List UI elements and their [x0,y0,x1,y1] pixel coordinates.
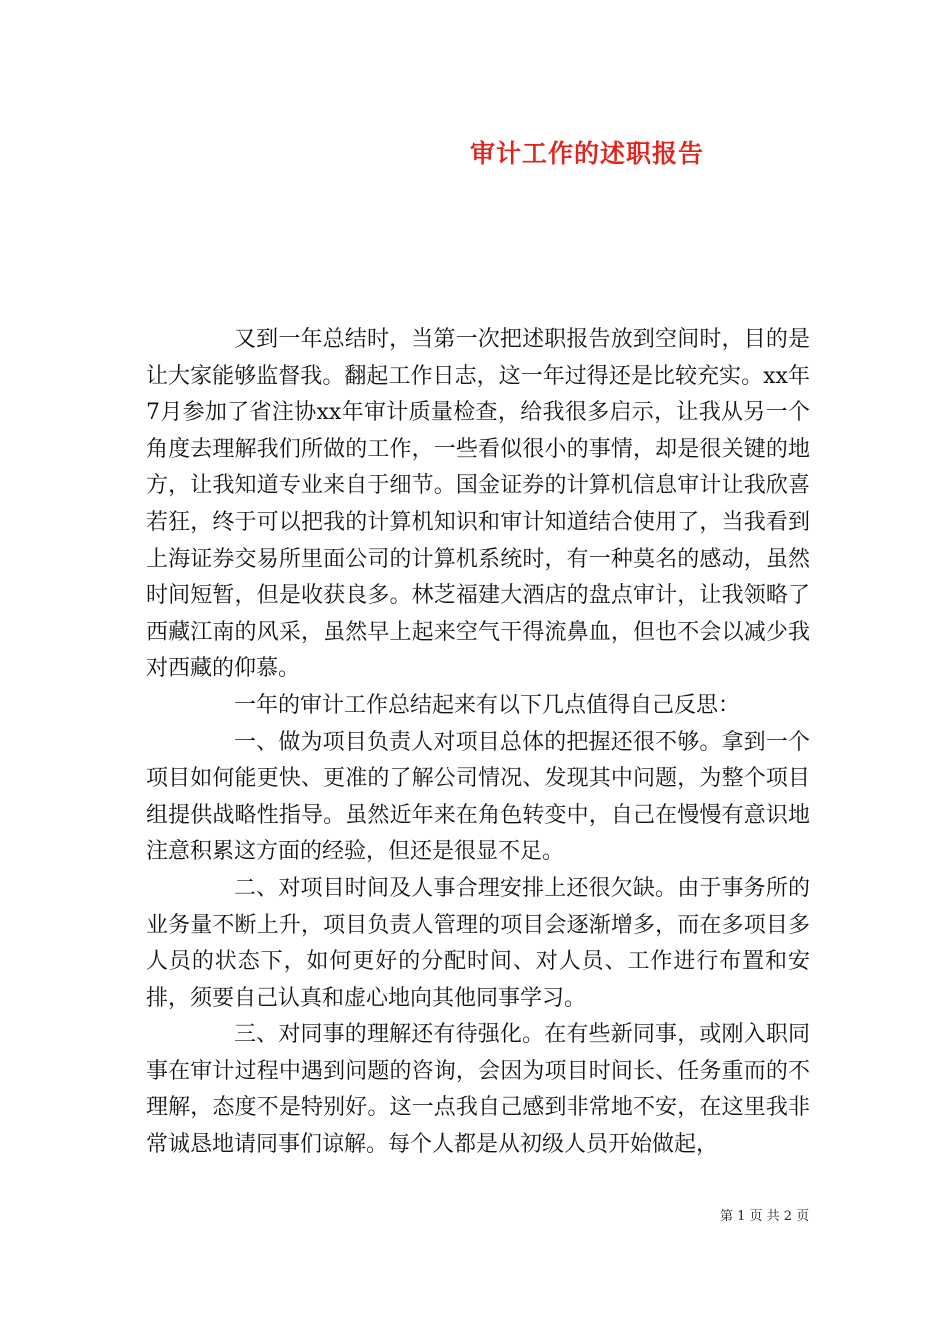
paragraph-point-one: 一、做为项目负责人对项目总体的把握还很不够。拿到一个项目如何能更快、更准的了解公司情况、发现其中问题，为整个项目组提供战略性指导。虽然近年来在角色转变中，自己在慢慢有意识地注意积累这方面的经验，但还是很显不足。 [146,729,810,865]
page-number-footer: 第 1 页 共 2 页 [720,1209,810,1224]
paragraph-reflection-lead: 一年的审计工作总结起来有以下几点值得自己反思： [234,692,741,718]
document-body [146,322,810,1164]
paragraph-point-two: 二、对项目时间及人事合理安排上还很欠缺。由于事务所的业务量不断上升，项目负责人管理的项目会逐渐增多，而在多项目多人员的状态下，如何更好的分配时间、对人员、工作进行布置和安排，须要自己认真和虚心地向其他同事学习。 [146,875,810,1011]
document-title: 审计工作的述职报告 [470,139,705,168]
paragraph-point-three: 三、对同事的理解还有待强化。在有些新同事，或刚入职同事在审计过程中遇到问题的咨询，会因为项目时间长、任务重而的不理解，态度不是特别好。这一点我自己感到非常地不安，在这里我非常诚恳地请同事们谅解。每个人都是从初级人员开始做起， [146,1022,810,1158]
paragraph-intro: 又到一年总结时，当第一次把述职报告放到空间时，目的是让大家能够监督我。翻起工作日志，这一年过得还是比较充实。xx年7月参加了省注协xx年审计质量检查，给我很多启示，让我从另一个角度去理解我们所做的工作，一些看似很小的事情，却是很关键的地方，让我知道专业来自于细节。国金证券的计算机信息审计让我欣喜若狂，终于可以把我的计算机知识和审计知道结合使用了，当我看到上海证券交易所里面公司的计算机系统时，有一种莫名的感动，虽然时间短暂，但是收获良多。林芝福建大酒店的盘点审计，让我领略了西藏江南的风采，虽然早上起来空气干得流鼻血，但也不会以减少我对西藏的仰慕。 [146,327,810,682]
